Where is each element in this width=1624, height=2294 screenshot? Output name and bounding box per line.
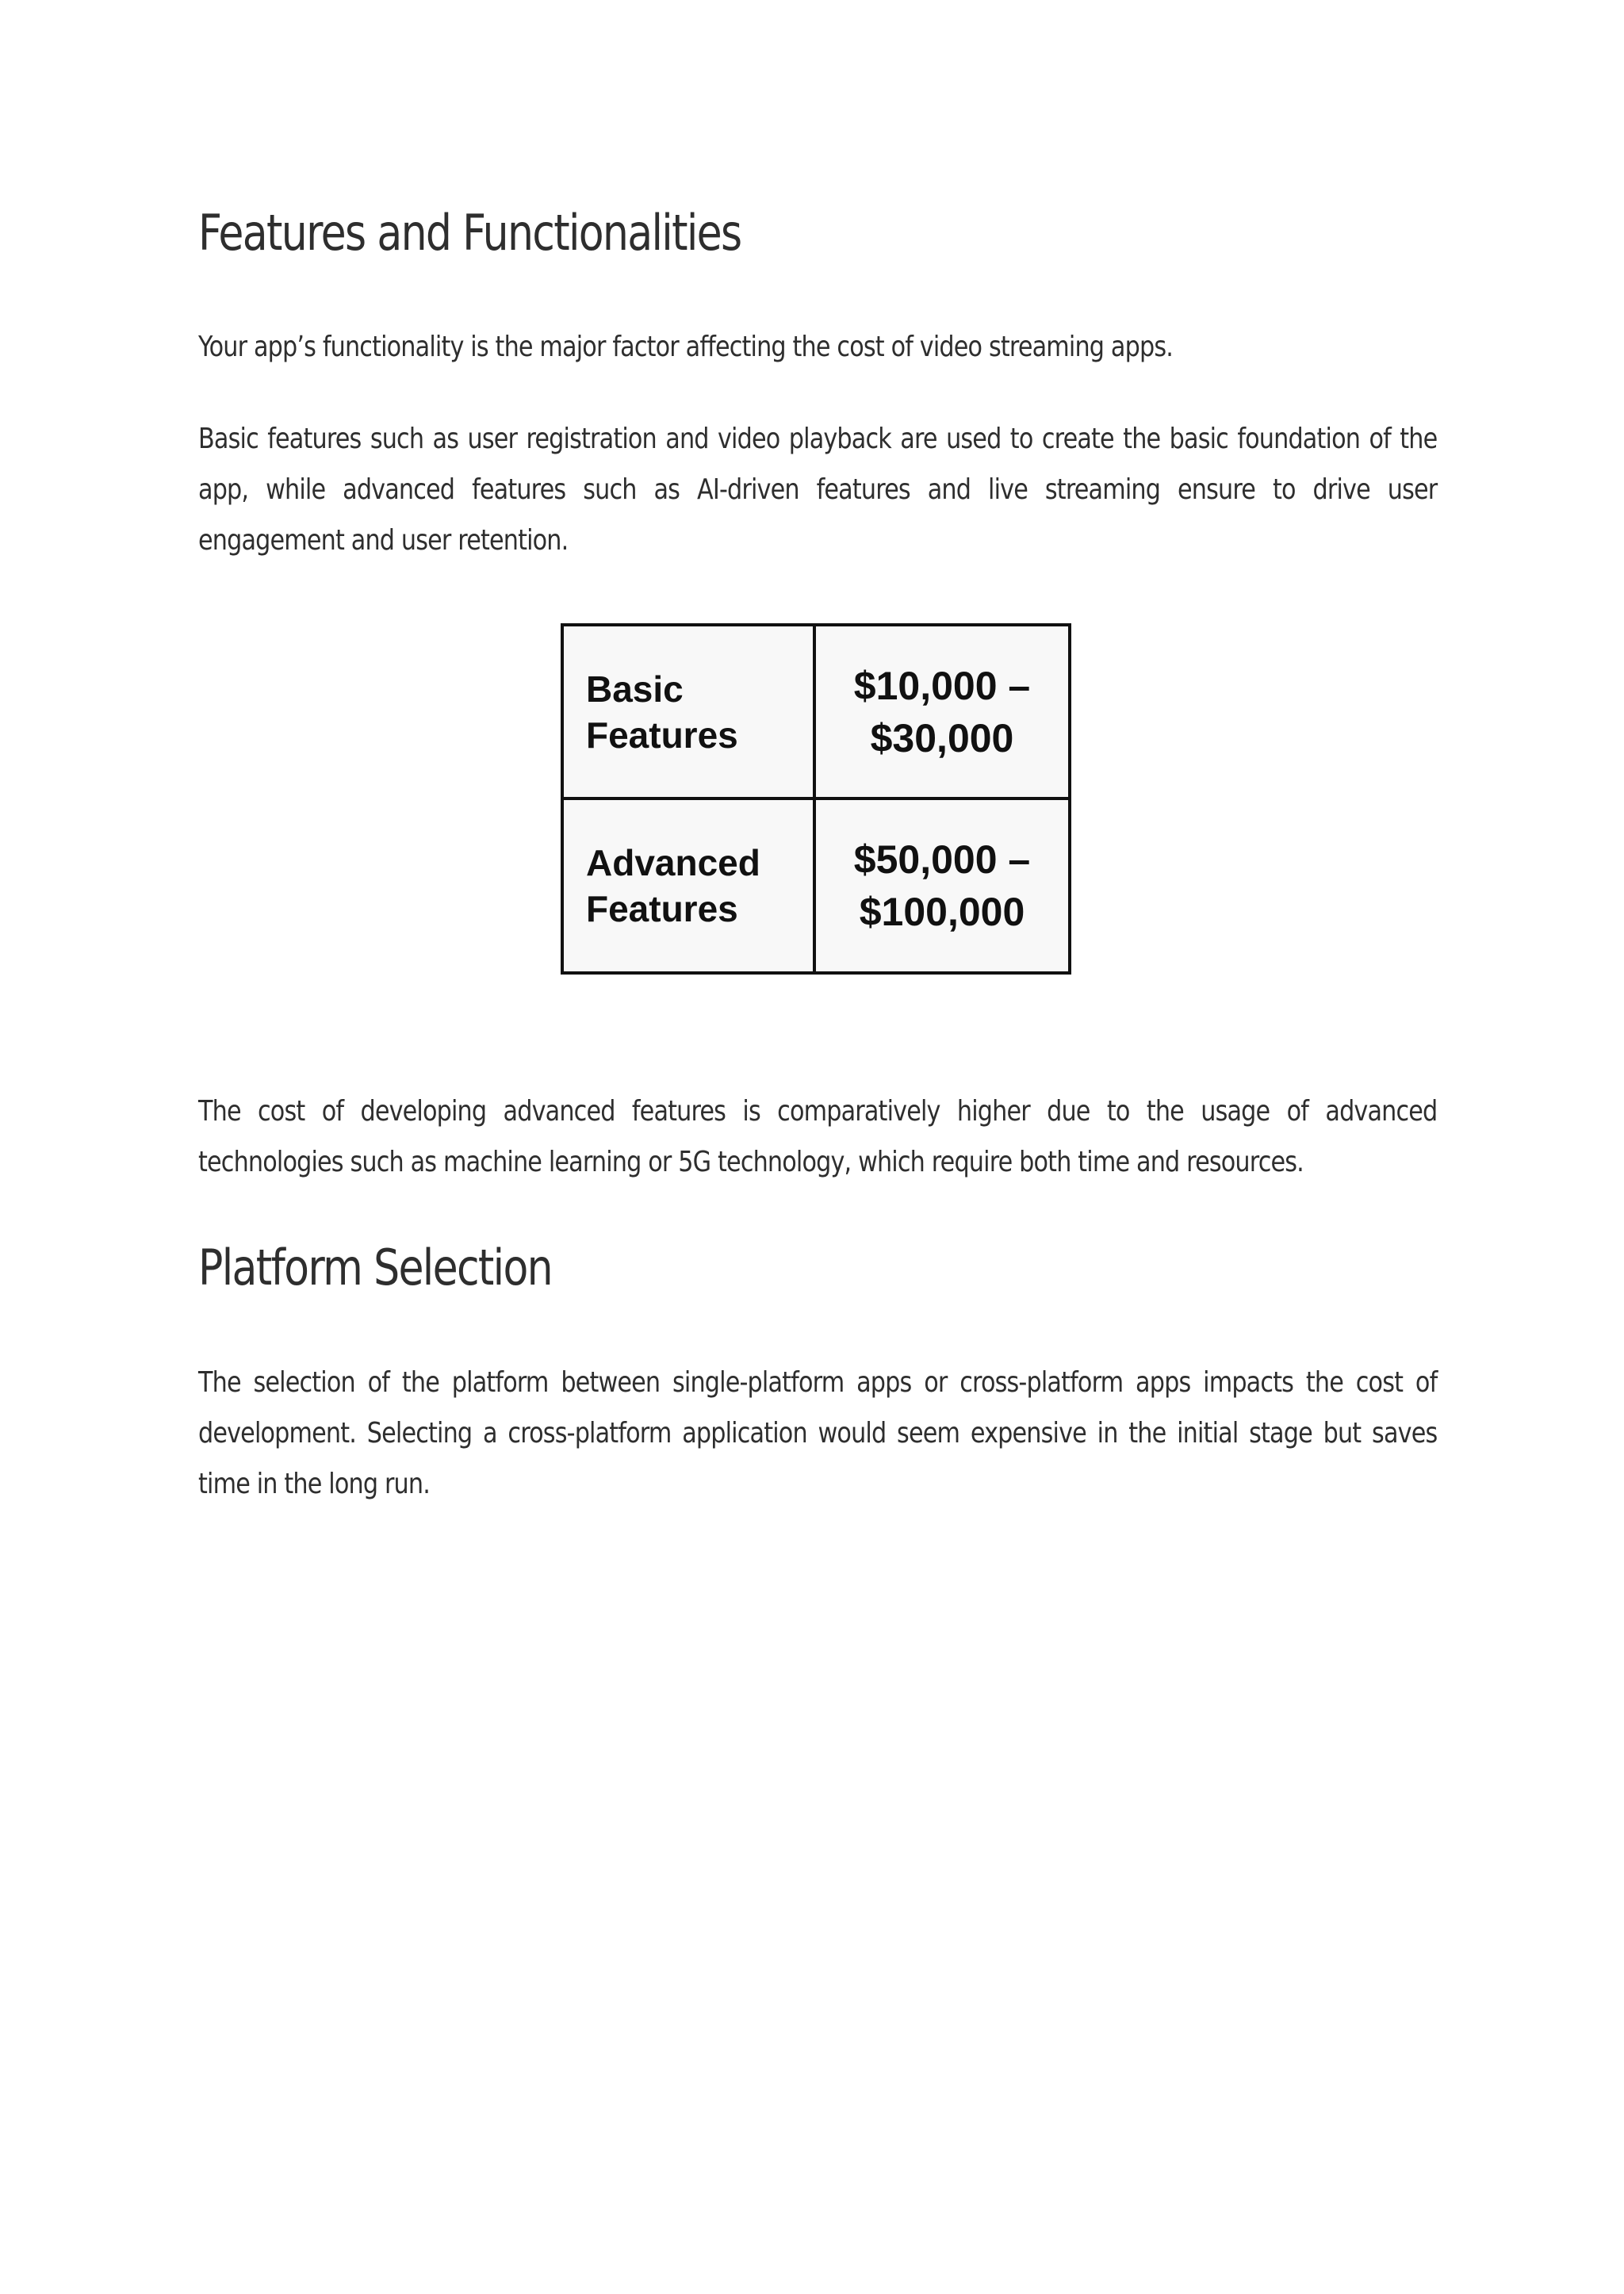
basic-cost-line2: $30,000 [870, 715, 1014, 760]
table-cell-basic-label [564, 626, 816, 800]
basic-label-line1: Basic [586, 668, 684, 710]
section-heading-features: Features and Functionalities [198, 204, 741, 262]
advanced-label-line1: Advanced [586, 842, 760, 883]
advanced-label-line2: Features [586, 888, 738, 929]
basic-cost-line1: $10,000 – [853, 663, 1031, 708]
basic-label-line2: Features [586, 714, 738, 756]
paragraph-basic-advanced-features: Basic features such as user registration and video playback are used to create the basic foundation of the app, while advanced features such as AI-driven features and live streaming ensure to drive user engagement and user retention. [198, 423, 1438, 557]
paragraph-functionality-intro: Your app’s functionality is the major factor affecting the cost of video streaming apps. [198, 331, 1174, 363]
paragraph-platform-selection: The selection of the platform between single-platform apps or cross-platform apps impacts the cost of development. Selecting a cross-platform application would seem expensive in the initial stage but saves time in the long run. [198, 1366, 1438, 1500]
advanced-cost-line2: $100,000 [859, 890, 1025, 934]
table-cell-advanced-cost [816, 800, 1068, 971]
table-cell-advanced-label [564, 800, 816, 971]
table-cell-basic-cost [816, 626, 1068, 800]
feature-cost-table [561, 623, 1071, 975]
advanced-cost-line1: $50,000 – [853, 837, 1031, 882]
paragraph-advanced-cost: The cost of developing advanced features is comparatively higher due to the usage of advanced technologies such as machine learning or 5G technology, which require both time and resources. [198, 1095, 1438, 1178]
section-heading-platform: Platform Selection [198, 1239, 552, 1296]
